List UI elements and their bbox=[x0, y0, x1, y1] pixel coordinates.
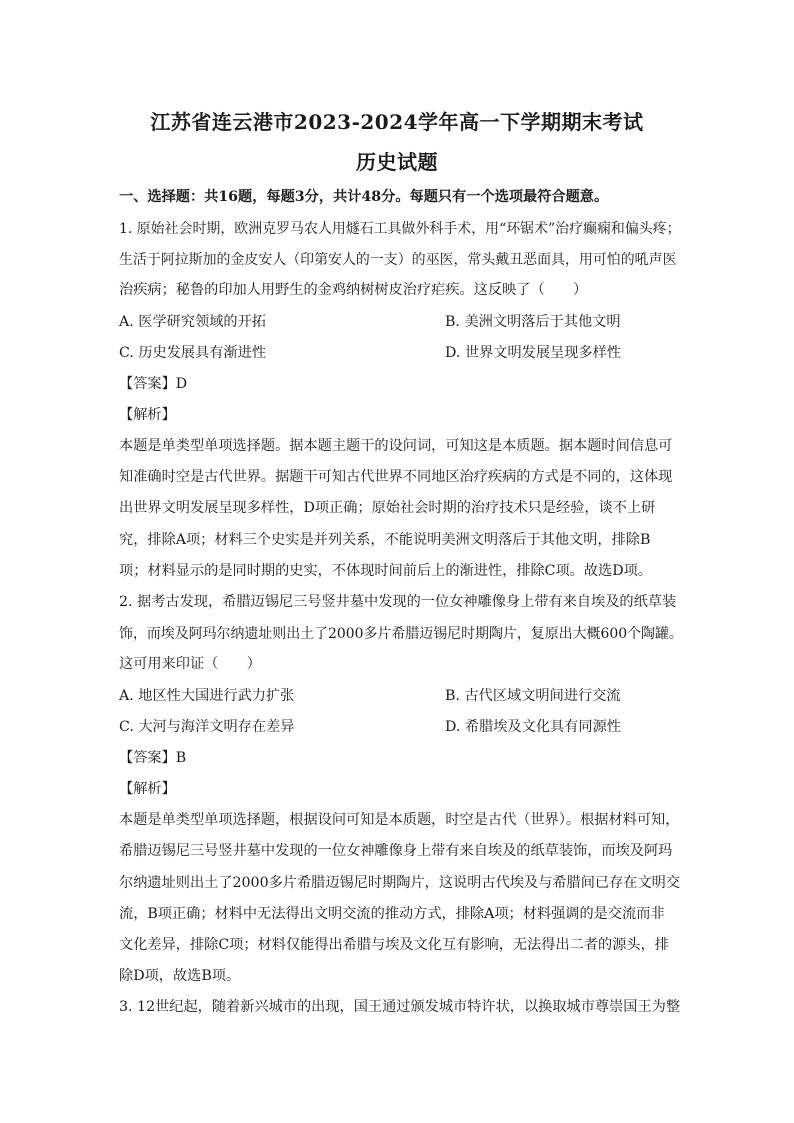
q1-option-b: B. 美洲文明落后于其他文明 bbox=[445, 314, 621, 330]
q2-stem-line: 2. 据考古发现，希腊迈锡尼三号竖井墓中发现的一位女神雕像身上带有来自埃及的纸草装 bbox=[119, 594, 677, 610]
q1-stem-line: 1. 原始社会时期，欧洲克罗马农人用燧石工具做外科手术，用“环锯术”治疗癫痫和偏头疼； bbox=[119, 221, 681, 237]
q1-stem-line: 生活于阿拉斯加的金皮安人（印第安人的一支）的巫医，常头戴丑恶面具，用可怕的吼声医 bbox=[119, 252, 677, 268]
q1-analysis-line: 项；材料显示的是同时期的史实，不体现时间前后上的渐进性，排除C项。故选D项。 bbox=[119, 563, 652, 579]
q2-analysis-line: 本题是单类型单项选择题，根据设问可知是本质题，时空是古代（世界）。根据材料可知， bbox=[119, 812, 680, 828]
q2-option-a: A. 地区性大国进行武力扩张 bbox=[119, 688, 295, 704]
q1-analysis-label: 【解析】 bbox=[119, 407, 176, 423]
q2-stem-line: 这可用来印证（ ） bbox=[119, 656, 261, 672]
q1-answer: 【答案】D bbox=[119, 376, 188, 392]
q2-option-b: B. 古代区域文明间进行交流 bbox=[445, 688, 621, 704]
q3-stem-line: 3. 12世纪起，随着新兴城市的出现，国王通过颁发城市特许状，以换取城市尊崇国王为整 bbox=[119, 999, 681, 1015]
q2-analysis-line: 流，B项正确；材料中无法得出文明交流的推动方式，排除A项；材料强调的是交流而非 bbox=[119, 906, 665, 922]
section-heading: 一、选择题：共16题，每题3分，共计48分。每题只有一个选项最符合题意。 bbox=[119, 189, 609, 205]
q2-answer: 【答案】B bbox=[119, 750, 187, 766]
q2-analysis-line: 除D项，故选B项。 bbox=[119, 968, 241, 984]
q1-option-d: D. 世界文明发展呈现多样性 bbox=[445, 345, 621, 361]
q2-option-d: D. 希腊埃及文化具有同源性 bbox=[445, 719, 621, 735]
q1-analysis-line: 本题是单类型单项选择题。据本题主题干的设问词，可知这是本质题。据本题时间信息可 bbox=[119, 438, 673, 454]
q1-analysis-line: 出世界文明发展呈现多样性，D项正确；原始社会时期的治疗技术只是经验，谈不上研 bbox=[119, 500, 656, 516]
document-title: 江苏省连云港市2023-2024学年高一下学期期末考试 bbox=[150, 110, 644, 134]
document-subtitle: 历史试题 bbox=[356, 150, 438, 174]
q2-analysis-line: 希腊迈锡尼三号竖井墓中发现的一位女神雕像身上带有来自埃及的纸草装饰，而埃及阿玛 bbox=[119, 843, 673, 859]
q1-option-c: C. 历史发展具有渐进性 bbox=[119, 345, 267, 361]
q1-analysis-line: 知准确时空是古代世界。据题干可知古代世界不同地区治疗疾病的方式是不同的，这体现 bbox=[119, 469, 673, 485]
q1-analysis-line: 究，排除A项；材料三个史实是并列关系，不能说明美洲文明落后于其他文明，排除B bbox=[119, 532, 651, 548]
q2-stem-line: 饰，而埃及阿玛尔纳遗址则出土了2000多片希腊迈锡尼时期陶片，复原出大概600个陶罐。 bbox=[119, 626, 683, 642]
q1-stem-line: 治疾病；秘鲁的印加人用野生的金鸡纳树树皮治疗疟疾。这反映了（ ） bbox=[119, 282, 588, 298]
q2-analysis-line: 文化差异，排除C项；材料仅能得出希腊与埃及文化互有影响，无法得出二者的源头，排 bbox=[119, 937, 669, 953]
q1-option-a: A. 医学研究领域的开拓 bbox=[119, 314, 266, 330]
q2-option-c: C. 大河与海洋文明存在差异 bbox=[119, 719, 295, 735]
q2-analysis-label: 【解析】 bbox=[119, 781, 176, 797]
q2-analysis-line: 尔纳遗址则出土了2000多片希腊迈锡尼时期陶片，这说明古代埃及与希腊间已存在文明交 bbox=[119, 875, 681, 891]
